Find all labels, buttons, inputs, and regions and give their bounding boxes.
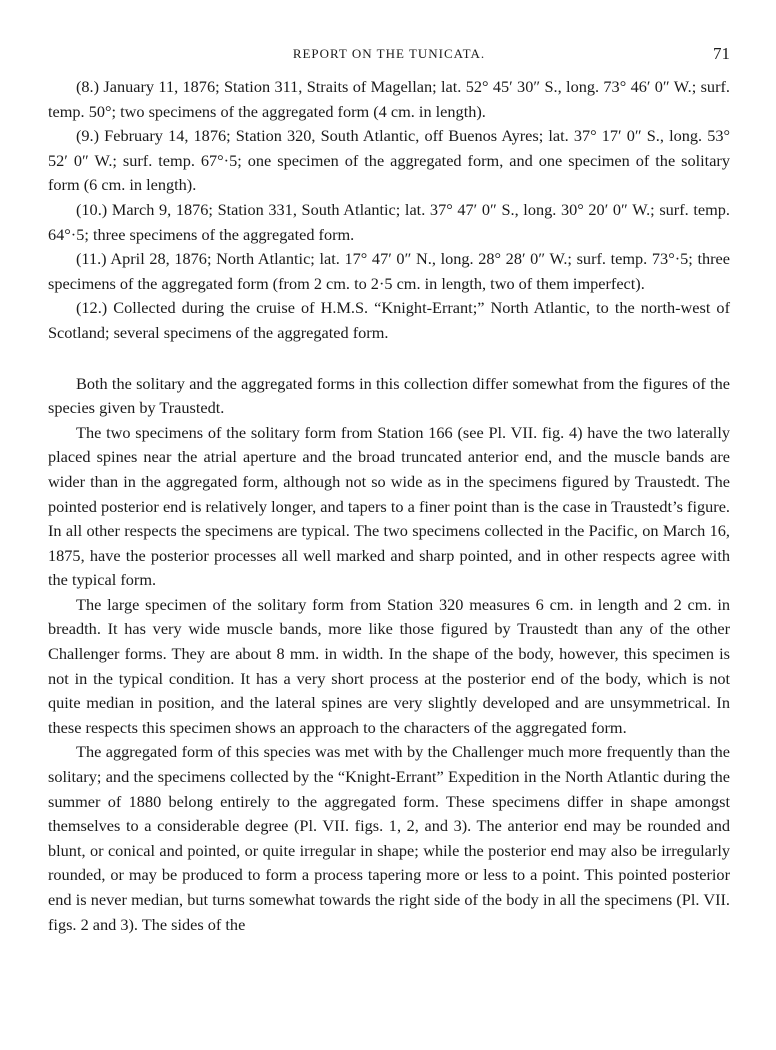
station-entry: (11.) April 28, 1876; North Atlantic; lat. 17° 47′ 0″ N., long. 28° 28′ 0″ W.; surf. temp. 73°·5; three specimens of the aggregated form (from 2 cm. to 2·5 cm. in length, two of them imperfect). [48, 249, 730, 293]
page-number: 71 [713, 44, 730, 63]
station-list [48, 75, 730, 346]
document-page [48, 44, 730, 937]
running-title: REPORT ON THE TUNICATA. [292, 46, 486, 61]
running-header [48, 44, 730, 66]
body-text [48, 372, 730, 938]
station-entry: (9.) February 14, 1876; Station 320, South Atlantic, off Buenos Ayres; lat. 37° 17′ 0″ S., long. 53° 52′ 0″ W.; surf. temp. 67°·5; one specimen of the aggregated form, and one specimen of the solitary form (6 cm. in length). [48, 126, 730, 195]
body-paragraph: The aggregated form of this species was met with by the Challenger much more frequently than the solitary; and the specimens collected by the “Knight-Errant” Expedition in the North Atlantic during the summer of 1880 belong entirely to the aggregated form. These specimens differ in shape amongst themselves to a considerable degree (Pl. VII. figs. 1, 2, and 3). The anterior end may be rounded and blunt, or conical and pointed, or quite irregular in shape; while the posterior end may also be irregularly rounded, or may be produced to form a process tapering more or less to a point. This pointed posterior end is never median, but turns somewhat towards the right side of the body in all the specimens (Pl. VII. figs. 2 and 3). The sides of the [48, 742, 730, 934]
station-entry: (8.) January 11, 1876; Station 311, Straits of Magellan; lat. 52° 45′ 30″ S., long. 73° 46′ 0″ W.; surf. temp. 50°; two specimens of the aggregated form (4 cm. in length). [48, 77, 730, 121]
station-entry: (10.) March 9, 1876; Station 331, South Atlantic; lat. 37° 47′ 0″ S., long. 30° 20′ 0″ W.; surf. temp. 64°·5; three specimens of the aggregated form. [48, 199, 730, 244]
body-paragraph: Both the solitary and the aggregated forms in this collection differ somewhat from the figures of the species given by Traustedt. [48, 373, 730, 418]
section-gap [48, 346, 730, 372]
body-paragraph: The two specimens of the solitary form from Station 166 (see Pl. VII. fig. 4) have the two laterally placed spines near the atrial aperture and the broad truncated anterior end, and the muscle bands are wider than in the aggregated form, although not so wide as in the specimens figured by Traustedt. The pointed posterior end is relatively longer, and tapers to a finer point than is the case in Traustedt’s figure. In all other respects the specimens are typical. The two specimens collected in the Pacific, on March 16, 1875, have the posterior processes all well marked and sharp pointed, and in other respects agree with the typical form. [48, 422, 730, 590]
body-paragraph: The large specimen of the solitary form from Station 320 measures 6 cm. in length and 2 cm. in breadth. It has very wide muscle bands, more like those figured by Traustedt than any of the other Challenger forms. They are about 8 mm. in width. In the shape of the body, however, this specimen is not in the typical condition. It has a very short process at the posterior end of the body, which is not quite median in position, and the lateral spines are very slightly developed and are unsymmetrical. In these respects this specimen shows an approach to the characters of the aggregated form. [48, 594, 730, 737]
station-entry: (12.) Collected during the cruise of H.M.S. “Knight-Errant;” North Atlantic, to the north-west of Scotland; several specimens of the aggregated form. [48, 298, 730, 342]
